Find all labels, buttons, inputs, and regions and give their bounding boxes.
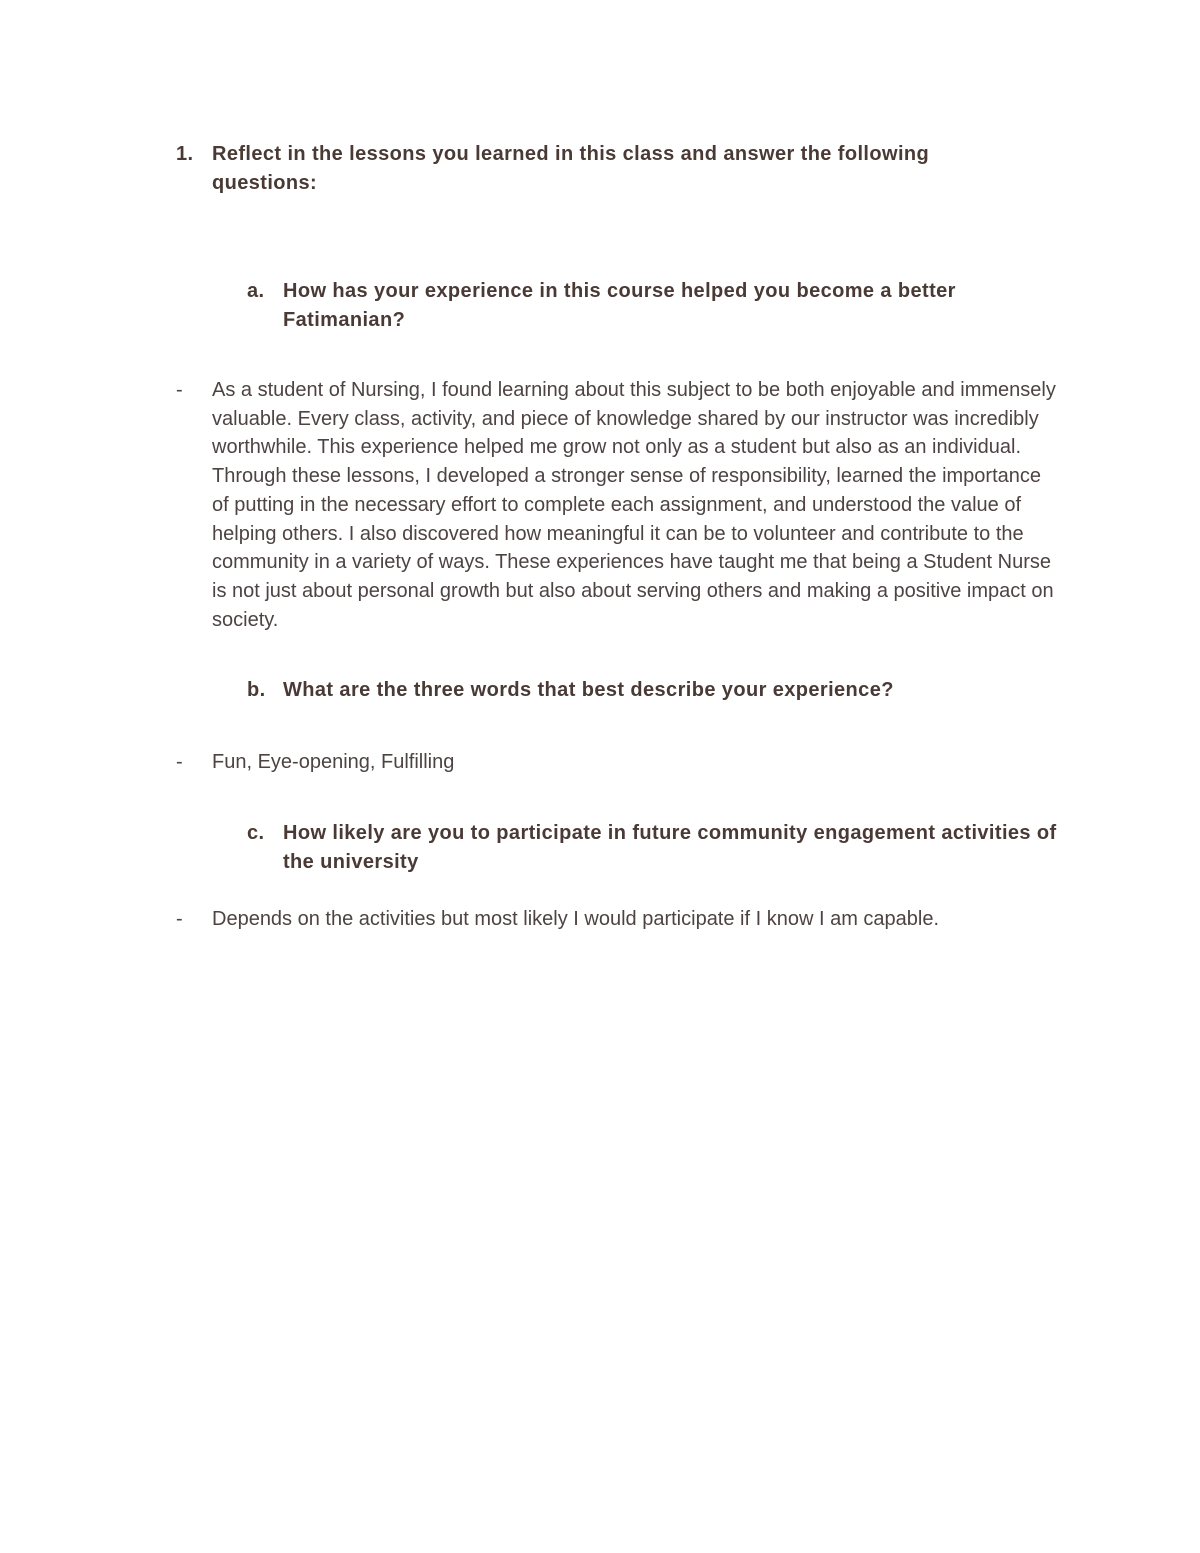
answer-marker: - <box>176 908 183 930</box>
question-number: 1. <box>176 143 194 165</box>
sub-question-letter: b. <box>247 679 266 701</box>
answer-marker: - <box>176 751 183 773</box>
sub-question-text: How likely are you to participate in future community engagement activities of the university <box>283 822 1057 873</box>
sub-question-text: What are the three words that best describe your experience? <box>283 679 894 701</box>
answer-text: Fun, Eye-opening, Fulfilling <box>212 751 455 773</box>
sub-question-letter: a. <box>247 280 265 302</box>
sub-question-letter: c. <box>247 822 265 844</box>
answer-text: As a student of Nursing, I found learning about this subject to be both enjoyable and immensely valuable. Every class, activity, and piece of knowledge shared by our instructor was incredibly worthwhile. This experience helped me grow not only as a student but also as an individual. Through these lessons, I developed a stronger sense of responsibility, learned the importance of putting in the necessary effort to complete each assignment, and understood the value of helping others. I also discovered how meaningful it can be to volunteer and contribute to the community in a variety of ways. These experiences have taught me that being a Student Nurse is not just about personal growth but also about serving others and making a positive impact on society. <box>212 379 1056 631</box>
answer-marker: - <box>176 379 183 401</box>
question-text: Reflect in the lessons you learned in this class and answer the following questions: <box>212 143 930 194</box>
sub-question-text: How has your experience in this course helped you become a better Fatimanian? <box>283 280 956 331</box>
answer-text: Depends on the activities but most likely I would participate if I know I am capable. <box>212 908 940 930</box>
